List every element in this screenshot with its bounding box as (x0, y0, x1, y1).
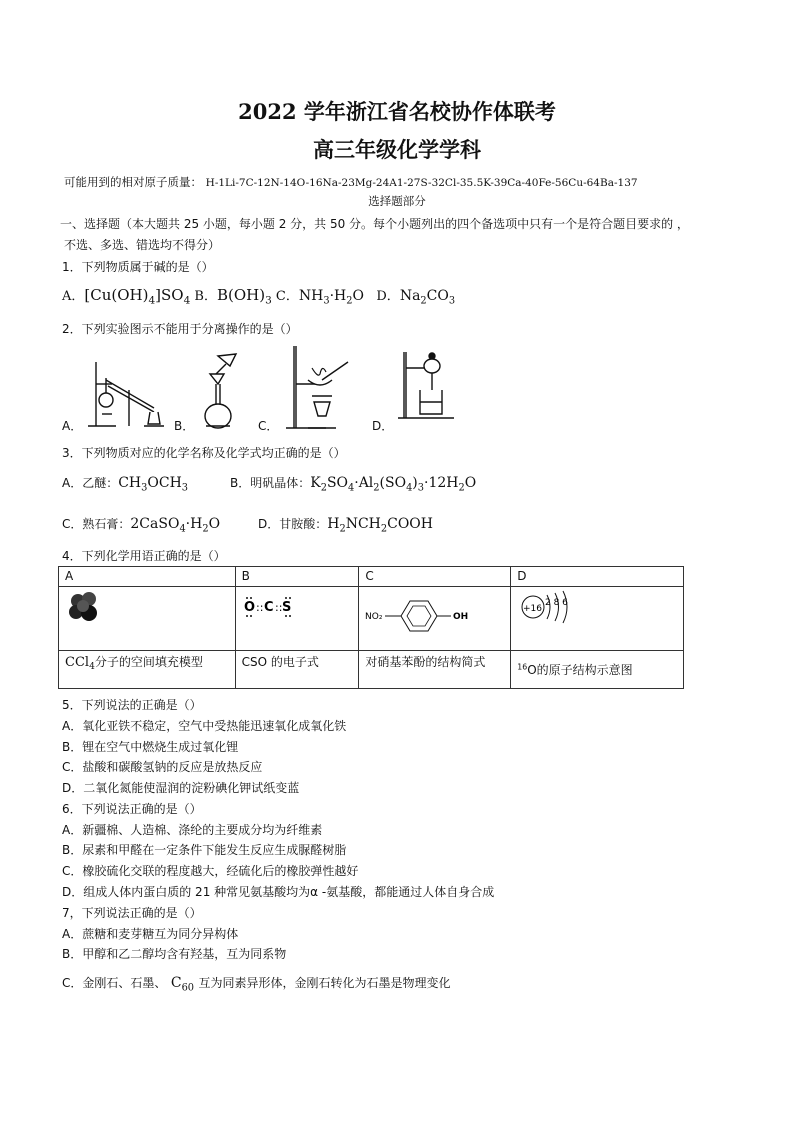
q6-option-d: D．组成人体内蛋白质的 21 种常见氨基酸均为α -氨基酸，都能通过人体自身合成 (62, 885, 495, 899)
q3-option-c-label: C．熟石膏： (62, 517, 131, 531)
nitrophenol-structure (365, 589, 475, 639)
q3-option-b (230, 474, 477, 494)
q3-option-b-formula: $K_2SO_4\cdot Al_2(SO_4)_3\cdot 12H_2O$ (310, 475, 477, 494)
exam-title: 2022 学年浙江省名校协作体联考 (238, 99, 556, 124)
q4-caption-d-text: O的原子结构示意图 (527, 663, 633, 677)
q7-option-c (62, 974, 451, 994)
q7-option-c-formula: $C_{60}$ (166, 975, 195, 994)
q5-option-c: C．盐酸和碳酸氢钠的反应是放热反应 (62, 760, 263, 774)
q4-caption-d: $^{16}$O的原子结构示意图 (511, 651, 684, 689)
q5-stem: 5．下列说法的正确是（） (62, 698, 202, 712)
q1-option-c-label: C． (275, 289, 299, 304)
q3-stem: 3．下列物质对应的化学名称及化学式均正确的是（） (62, 446, 346, 460)
q4-header-row (59, 567, 684, 587)
atomic-mass-values: H-1Li-7C-12N-14O-16Na-23Mg-24A1-27S-32Cl-35.5K-39Ca-40Fe-56Cu-64Ba-137 (205, 177, 638, 189)
ccl4-space-filling-model (65, 589, 105, 625)
q7-option-c-prefix: C．金刚石、石墨、 (62, 976, 167, 990)
q1-option-c-formula: $NH_3\cdot H_2O$ (298, 288, 364, 307)
evaporation-apparatus (282, 344, 356, 432)
q7-option-a: A．蔗糖和麦芽糖互为同分异构体 (62, 927, 239, 941)
svg-text:O: O (243, 600, 255, 615)
q1-option-d-formula: $Na_2CO_3$ (399, 288, 456, 307)
distillation-apparatus (84, 360, 170, 430)
q4-cell-c-image (359, 587, 511, 651)
q4-table (58, 566, 684, 689)
q4-cell-a-image (59, 587, 236, 651)
q6-option-b: B．尿素和甲醛在一定条件下能发生反应生成脲醛树脂 (62, 843, 347, 857)
q4-header-a: A (59, 567, 236, 587)
q3-option-a (62, 474, 189, 494)
atomic-mass-label: 可能用到的相对原子质量： (64, 175, 202, 189)
struct-no2-label: NO₂ (365, 612, 383, 622)
q4-caption-a-formula: CCl$_4$ (65, 655, 95, 673)
q4-header-b: B (235, 567, 359, 587)
q4-cell-b-image (235, 587, 359, 651)
q4-caption-a-text: 分子的空间填充模型 (94, 655, 203, 669)
q7-option-c-suffix: 互为同素异形体，金刚石转化为石墨是物理变化 (198, 976, 451, 990)
svg-text:::: :: (255, 601, 263, 614)
q3-option-b-label: B．明矾晶体： (230, 476, 311, 490)
q3-option-c (62, 515, 221, 535)
q1-stem: 1．下列物质属于碱的是（） (62, 260, 214, 274)
q3-option-a-label: A．乙醚： (62, 476, 119, 490)
atom-shells-label: 2 8 6 (545, 598, 569, 608)
q2-option-a-label: A． (62, 419, 83, 433)
q4-caption-a (59, 651, 236, 689)
volumetric-flask-apparatus (196, 352, 246, 432)
atomic-mass-line (64, 174, 638, 190)
q6-option-c: C．橡胶硫化交联的程度越大，经硫化后的橡胶弹性越好 (62, 864, 359, 878)
q4-caption-b: CSO 的电子式 (235, 651, 359, 689)
q2-stem: 2．下列实验图示不能用于分离操作的是（） (62, 322, 298, 336)
q5-option-a: A．氧化亚铁不稳定，空气中受热能迅速氧化成氧化铁 (62, 719, 347, 733)
q3-option-c-formula: $2CaSO_4\cdot H_2O$ (130, 516, 221, 535)
q4-header-c: C (359, 567, 511, 587)
q2-option-d-label: D． (372, 419, 394, 433)
q2-option-c-label: C． (258, 419, 279, 433)
q4-header-d: D (511, 567, 684, 587)
instructions-line1: 一、选择题（本大题共 25 小题，每小题 2 分，共 50 分。每个小题列出的四个备选项中只有一个是符合题目要求的 ， (60, 217, 689, 231)
q1-option-a-formula: $[Cu(OH)_4]SO_4$ (84, 286, 191, 307)
q7-option-b: B．甲醇和乙二醇均含有羟基，互为同系物 (62, 947, 287, 961)
q1-option-b-formula: $B(OH)_3$ (216, 286, 272, 307)
q1-option-a-label: A． (62, 289, 85, 304)
svg-text:::: :: (274, 601, 282, 614)
section-heading: 选择题部分 (368, 194, 426, 208)
q4-stem: 4．下列化学用语正确的是（） (62, 549, 226, 563)
oxygen-atom-diagram (517, 589, 587, 629)
svg-text:S: S (281, 600, 291, 615)
q3-option-d-formula: $H_2NCH_2COOH$ (327, 516, 433, 535)
q7-stem: 7，下列说法正确的是（） (62, 906, 202, 920)
q1-option-d-label: D． (376, 289, 400, 304)
q4-caption-row (59, 651, 684, 689)
instructions-line2: 不选、多选、错选均不得分） (64, 238, 221, 252)
q3-option-d-label: D．甘胺酸： (258, 517, 328, 531)
exam-subtitle: 高三年级化学学科 (313, 137, 481, 162)
q4-cell-d-image (511, 587, 684, 651)
cso-electron-formula (242, 589, 302, 623)
q2-option-b-label: B． (174, 419, 195, 433)
q6-option-a: A．新疆棉、人造棉、涤纶的主要成分均为纤维素 (62, 823, 323, 837)
q4-image-row (59, 587, 684, 651)
q5-option-b: B．锂在空气中燃烧生成过氧化锂 (62, 740, 239, 754)
q3-option-d (258, 515, 433, 535)
q6-stem: 6．下列说法正确的是（） (62, 802, 202, 816)
q5-option-d: D．二氧化氮能使湿润的淀粉碘化钾试纸变蓝 (62, 781, 300, 795)
svg-text:C: C (263, 600, 274, 615)
q1-options (62, 285, 456, 307)
separating-funnel-apparatus (396, 346, 460, 426)
struct-oh-label: OH (453, 612, 469, 622)
q3-option-a-formula: $CH_3OCH_3$ (118, 475, 189, 494)
q1-option-b-label: B． (194, 289, 217, 304)
q4-caption-c: 对硝基苯酚的结构简式 (359, 651, 511, 689)
atom-nucleus-label: +16 (523, 604, 543, 614)
